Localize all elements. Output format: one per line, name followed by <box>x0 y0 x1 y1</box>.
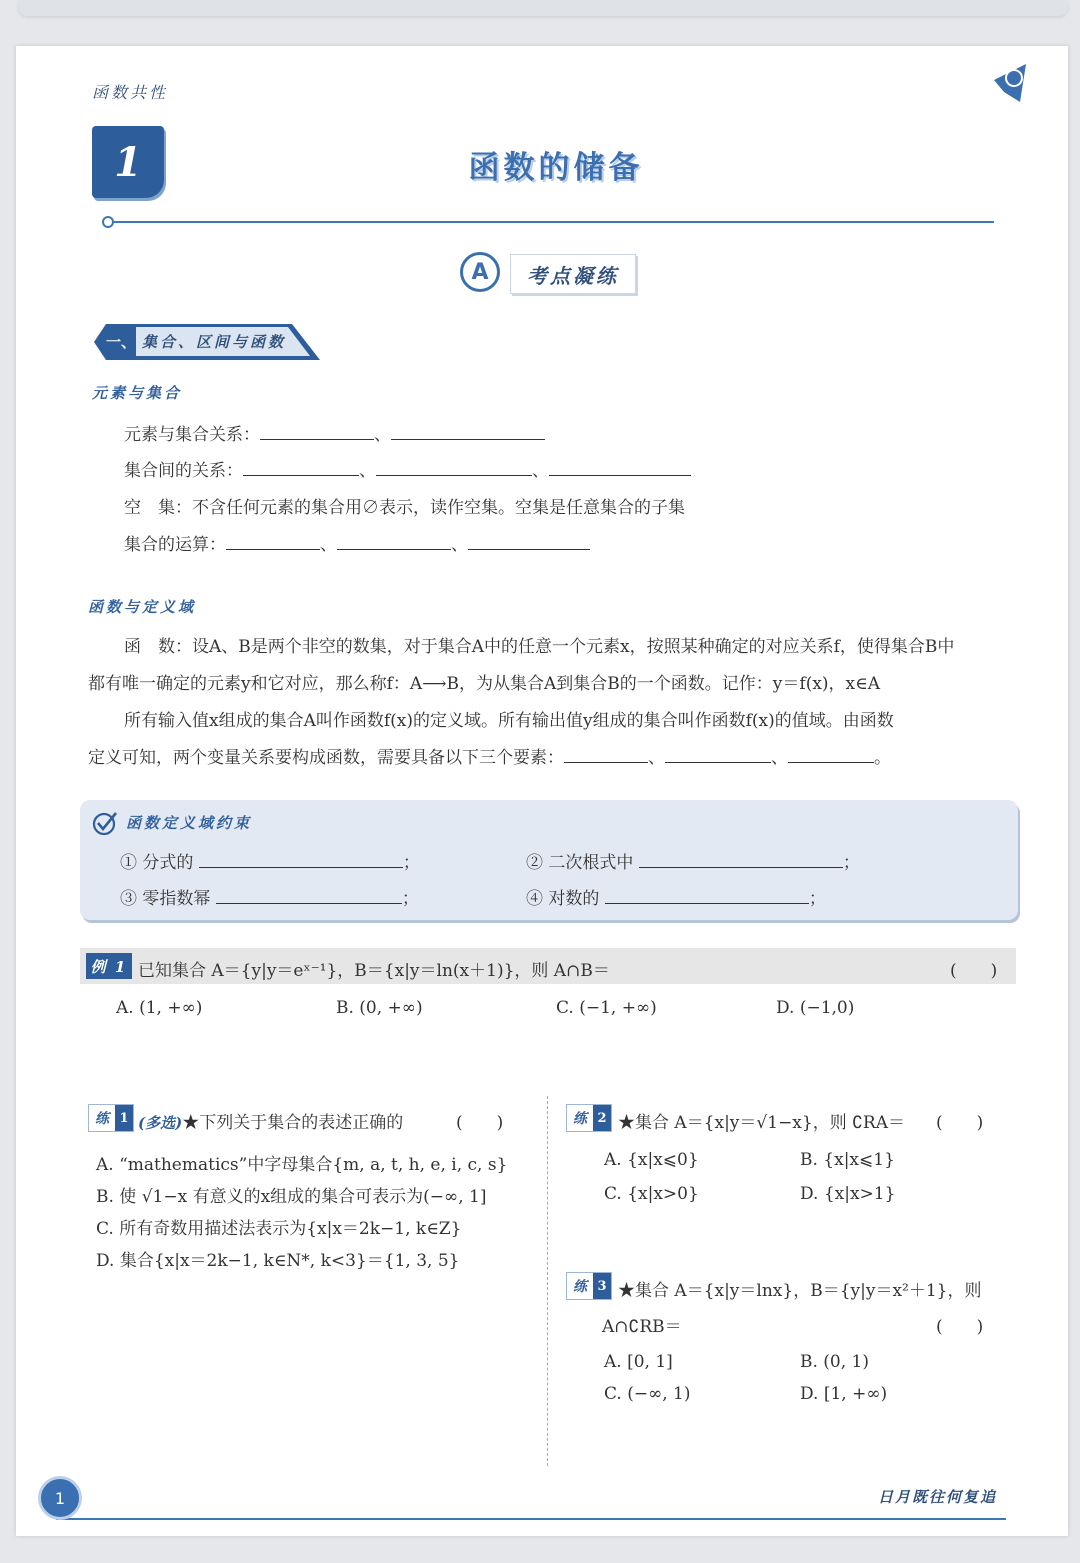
label: 集合间的关系： <box>124 461 243 481</box>
blank <box>199 851 403 868</box>
line-element-set-relation <box>124 420 545 445</box>
badge-text: 考点凝练 <box>510 254 636 294</box>
tag-number: 2 <box>593 1105 611 1131</box>
blank <box>391 423 545 440</box>
practice-2-tag <box>566 1104 612 1132</box>
section-tag <box>92 322 322 362</box>
blank <box>665 746 771 763</box>
page-number: 1 <box>38 1476 82 1520</box>
sep: 、 <box>451 535 468 555</box>
tag-number: 3 <box>593 1273 611 1299</box>
practice-2-paren: ( ) <box>936 1113 984 1133</box>
sep: 、 <box>648 748 665 768</box>
footer-motto: 日月既往何复追 <box>878 1488 998 1506</box>
practice-3-option-a: A. [0, 1] <box>604 1352 673 1372</box>
sep: ； <box>401 889 419 909</box>
sep: 、 <box>320 535 337 555</box>
badge-letter: A <box>460 252 500 292</box>
blank <box>226 533 320 550</box>
label: ③ 零指数幂 <box>120 889 211 909</box>
domain-line-1: 所有输入值x组成的集合A叫作函数f(x)的定义域。所有输出值y组成的集合叫作函数f(x)的值域。由函数 <box>124 711 894 731</box>
constraint-sqrt <box>526 848 860 873</box>
sep: 。 <box>874 748 891 768</box>
label: 集合的运算： <box>124 535 226 555</box>
top-frame <box>18 0 1068 16</box>
section-number: 一、 <box>106 333 137 351</box>
example-option-b: B. (0, +∞) <box>336 998 423 1018</box>
section-title: 集合、区间与函数 <box>142 333 287 351</box>
example-option-d: D. (−1,0) <box>776 998 855 1018</box>
example-option-a: A. (1, +∞) <box>116 998 203 1018</box>
chapter-title: 函数的储备 <box>468 150 644 186</box>
line-empty-set: 空 集：不含任何元素的集合用∅表示，读作空集。空集是任意集合的子集 <box>124 498 685 518</box>
tag-label: 练 <box>573 1279 587 1295</box>
blank <box>216 887 402 904</box>
practice-2-question: ★集合 A＝{x|y＝√1−x}，则 ∁RA＝ <box>618 1113 906 1133</box>
label: ④ 对数的 <box>526 889 600 909</box>
header-label: 函数共性 <box>92 83 169 102</box>
practice-1-option-d: D. 集合{x|x＝2k−1, k∈N*, k<3}＝{1, 3, 5} <box>96 1251 460 1271</box>
title-rule <box>108 221 994 223</box>
practice-3-question: ★集合 A＝{x|y＝lnx}，B＝{y|y＝x²＋1}，则 <box>618 1281 982 1301</box>
constraint-fraction <box>120 848 420 873</box>
constraint-zero-exponent <box>120 884 419 909</box>
line-set-relations <box>124 456 691 481</box>
practice-1-option-c: C. 所有奇数用描述法表示为{x|x＝2k−1, k∈Z} <box>96 1219 462 1239</box>
sep: ； <box>842 853 860 873</box>
function-def-line-2: 都有唯一确定的元素y和它对应，那么称f：A⟶B，为从集合A到集合B的一个函数。记作：y＝f(x)，x∈A <box>88 674 881 694</box>
tag-label: 练 <box>95 1111 109 1127</box>
blank <box>788 746 874 763</box>
corner-logo-icon <box>984 58 1034 108</box>
column-divider <box>547 1096 548 1466</box>
blank <box>564 746 648 763</box>
blank <box>639 851 843 868</box>
chapter-number-box: 1 <box>92 126 164 198</box>
label: 元素与集合关系： <box>124 425 260 445</box>
tag-number: 1 <box>115 1105 133 1131</box>
practice-3-paren: ( ) <box>936 1317 984 1337</box>
blank <box>376 459 532 476</box>
sep: 、 <box>771 748 788 768</box>
practice-3-option-d: D. [1, +∞) <box>800 1384 888 1404</box>
subheading-elements-sets: 元素与集合 <box>92 384 183 402</box>
practice-2-option-d: D. {x|x>1} <box>800 1184 896 1204</box>
label: ① 分式的 <box>120 853 194 873</box>
function-def-line-1: 函 数：设A、B是两个非空的数集，对于集合A中的任意一个元素x，按照某种确定的对应关系f，使得集合B中 <box>124 637 955 657</box>
footer-rule <box>56 1518 1006 1520</box>
sep: ； <box>402 853 420 873</box>
practice-2-option-c: C. {x|x>0} <box>604 1184 699 1204</box>
document-page <box>16 46 1068 1536</box>
blank <box>549 459 691 476</box>
label: 定义可知，两个变量关系要构成函数，需要具备以下三个要素： <box>88 748 564 768</box>
blank <box>468 533 590 550</box>
constraint-log <box>526 884 826 909</box>
topic-badge <box>460 250 634 296</box>
blank <box>243 459 359 476</box>
example-tag: 例 1 <box>86 953 132 979</box>
domain-constraints-panel <box>80 800 1018 920</box>
label: ② 二次根式中 <box>526 853 634 873</box>
example-answer-paren: ( ) <box>950 961 998 981</box>
practice-3-option-c: C. (−∞, 1) <box>604 1384 691 1404</box>
practice-2-option-b: B. {x|x⩽1} <box>800 1150 895 1170</box>
practice-1-tag <box>88 1104 134 1132</box>
check-circle-icon <box>92 810 118 836</box>
domain-line-2 <box>88 743 891 768</box>
example-question-bar <box>80 948 1016 984</box>
tag-label: 练 <box>573 1111 587 1127</box>
practice-1-question <box>138 1108 403 1133</box>
blank <box>605 887 809 904</box>
blank <box>260 423 374 440</box>
example-option-c: C. (−1, +∞) <box>556 998 657 1018</box>
subheading-function-domain: 函数与定义域 <box>88 598 197 616</box>
sep: 、 <box>374 425 391 445</box>
practice-3-tag <box>566 1272 612 1300</box>
question-text: ★下列关于集合的表述正确的 <box>182 1113 404 1133</box>
sep: 、 <box>532 461 549 481</box>
practice-3-option-b: B. (0, 1) <box>800 1352 870 1372</box>
practice-1-option-a: A. “mathematics”中字母集合{m, a, t, h, e, i, c, s} <box>96 1155 508 1175</box>
sep: 、 <box>359 461 376 481</box>
sep: ； <box>808 889 826 909</box>
line-set-operations <box>124 530 590 555</box>
rule-dot <box>102 216 114 228</box>
practice-3-question-line-2: A∩∁RB＝ <box>602 1317 682 1337</box>
multi-choice-label: (多选) <box>138 1114 183 1132</box>
example-question: 已知集合 A＝{y|y＝eˣ⁻¹}，B＝{x|y＝ln(x＋1)}，则 A∩B＝ <box>138 961 610 981</box>
blank <box>337 533 451 550</box>
practice-1-option-b: B. 使 √1−x 有意义的x组成的集合可表示为(−∞, 1] <box>96 1187 487 1207</box>
practice-2-option-a: A. {x|x⩽0} <box>604 1150 699 1170</box>
practice-1-paren: ( ) <box>456 1113 504 1133</box>
panel-title: 函数定义域约束 <box>126 814 253 832</box>
